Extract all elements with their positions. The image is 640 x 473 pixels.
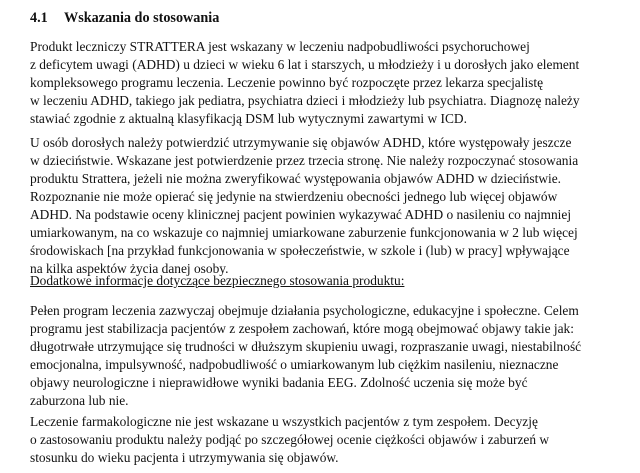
text-line: stosunku do wieku pacjenta i utrzymywania się objawów. [30,450,339,465]
paragraph-adults [30,134,630,278]
text-line: emocjonalna, impulsywność, nadpobudliwość o umiarkowanym lub ciężkim nasileniu, nieznaczne [30,357,559,372]
text-line: o zastosowaniu produktu należy podjąć po szczegółowej ocenie ciężkości objawów i zaburzeń w [30,432,550,447]
text-line: objawy neurologiczne i nieprawidłowe wyniki badania EEG. Zdolność uczenia się może być [30,375,528,390]
section-number: 4.1 [30,10,48,26]
text-line: Produkt leczniczy STRATTERA jest wskazany w leczeniu nadpobudliwości psychoruchowej [30,39,530,54]
text-line: na kilka aspektów życia danej osoby. [30,261,229,276]
text-line: Pełen program leczenia zazwyczaj obejmuje działania psychologiczne, edukacyjne i społeczne. Celem [30,303,579,318]
text-line: z deficytem uwagi (ADHD) u dzieci w wieku 6 lat i starszych, u młodzieży i u dorosłych jako element [30,57,580,72]
section-title: Wskazania do stosowania [64,10,220,26]
text-line: kompleksowego programu leczenia. Leczenie powinno być rozpoczęte przez lekarza specjalistę [30,75,544,90]
text-line: Rozpoznanie nie może opierać się jedynie na stwierdzeniu obecności jednego lub więcej objawów [30,189,558,204]
text-line: stawiać zgodnie z aktualną klasyfikacją DSM lub wytycznymi zawartymi w ICD. [30,111,467,126]
paragraph-treatment-program [30,302,630,410]
safety-subheading-block [30,272,630,290]
safety-subheading: Dodatkowe informacje dotyczące bezpiecznego stosowania produktu: [30,273,405,288]
text-line: produktu Strattera, jeżeli nie można zweryfikować występowania objawów ADHD w dzieciństwie. [30,171,561,186]
section-heading [30,9,219,27]
text-line: zaburzona lub nie. [30,393,129,408]
text-line: Leczenie farmakologiczne nie jest wskazane u wszystkich pacjentów z tym zespołem. Decyzję [30,414,538,429]
paragraph-pharmacological [30,413,630,467]
text-line: w dzieciństwie. Wskazane jest potwierdzenie przez trzecia stronę. Nie należy rozpoczynać stosowania [30,153,579,168]
text-line: U osób dorosłych należy potwierdzić utrzymywanie się objawów ADHD, które występowały jeszcze [30,135,572,150]
text-line: ADHD. Na podstawie oceny klinicznej pacjent powinien wykazywać ADHD o nasileniu co najmniej [30,207,572,222]
paragraph-indications [30,38,630,128]
text-line: w leczeniu ADHD, takiego jak pediatra, psychiatra dzieci i młodzieży lub psychiatra. Diagnozę należy [30,93,580,108]
text-line: umiarkowanym, na co wskazuje co najmniej umiarkowane zaburzenie funkcjonowania w 2 lub więcej [30,225,578,240]
text-line: programu jest stabilizacja pacjentów z zespołem zachowań, które mogą obejmować objawy takie jak: [30,321,574,336]
text-line: środowiskach [na przykład funkcjonowania w społeczeństwie, w szkole i (lub) w pracy] wpływające [30,243,570,258]
text-line: długotrwałe utrzymujące się trudności w dłuższym skupieniu uwagi, rozpraszanie uwagi, niestabilność [30,339,582,354]
